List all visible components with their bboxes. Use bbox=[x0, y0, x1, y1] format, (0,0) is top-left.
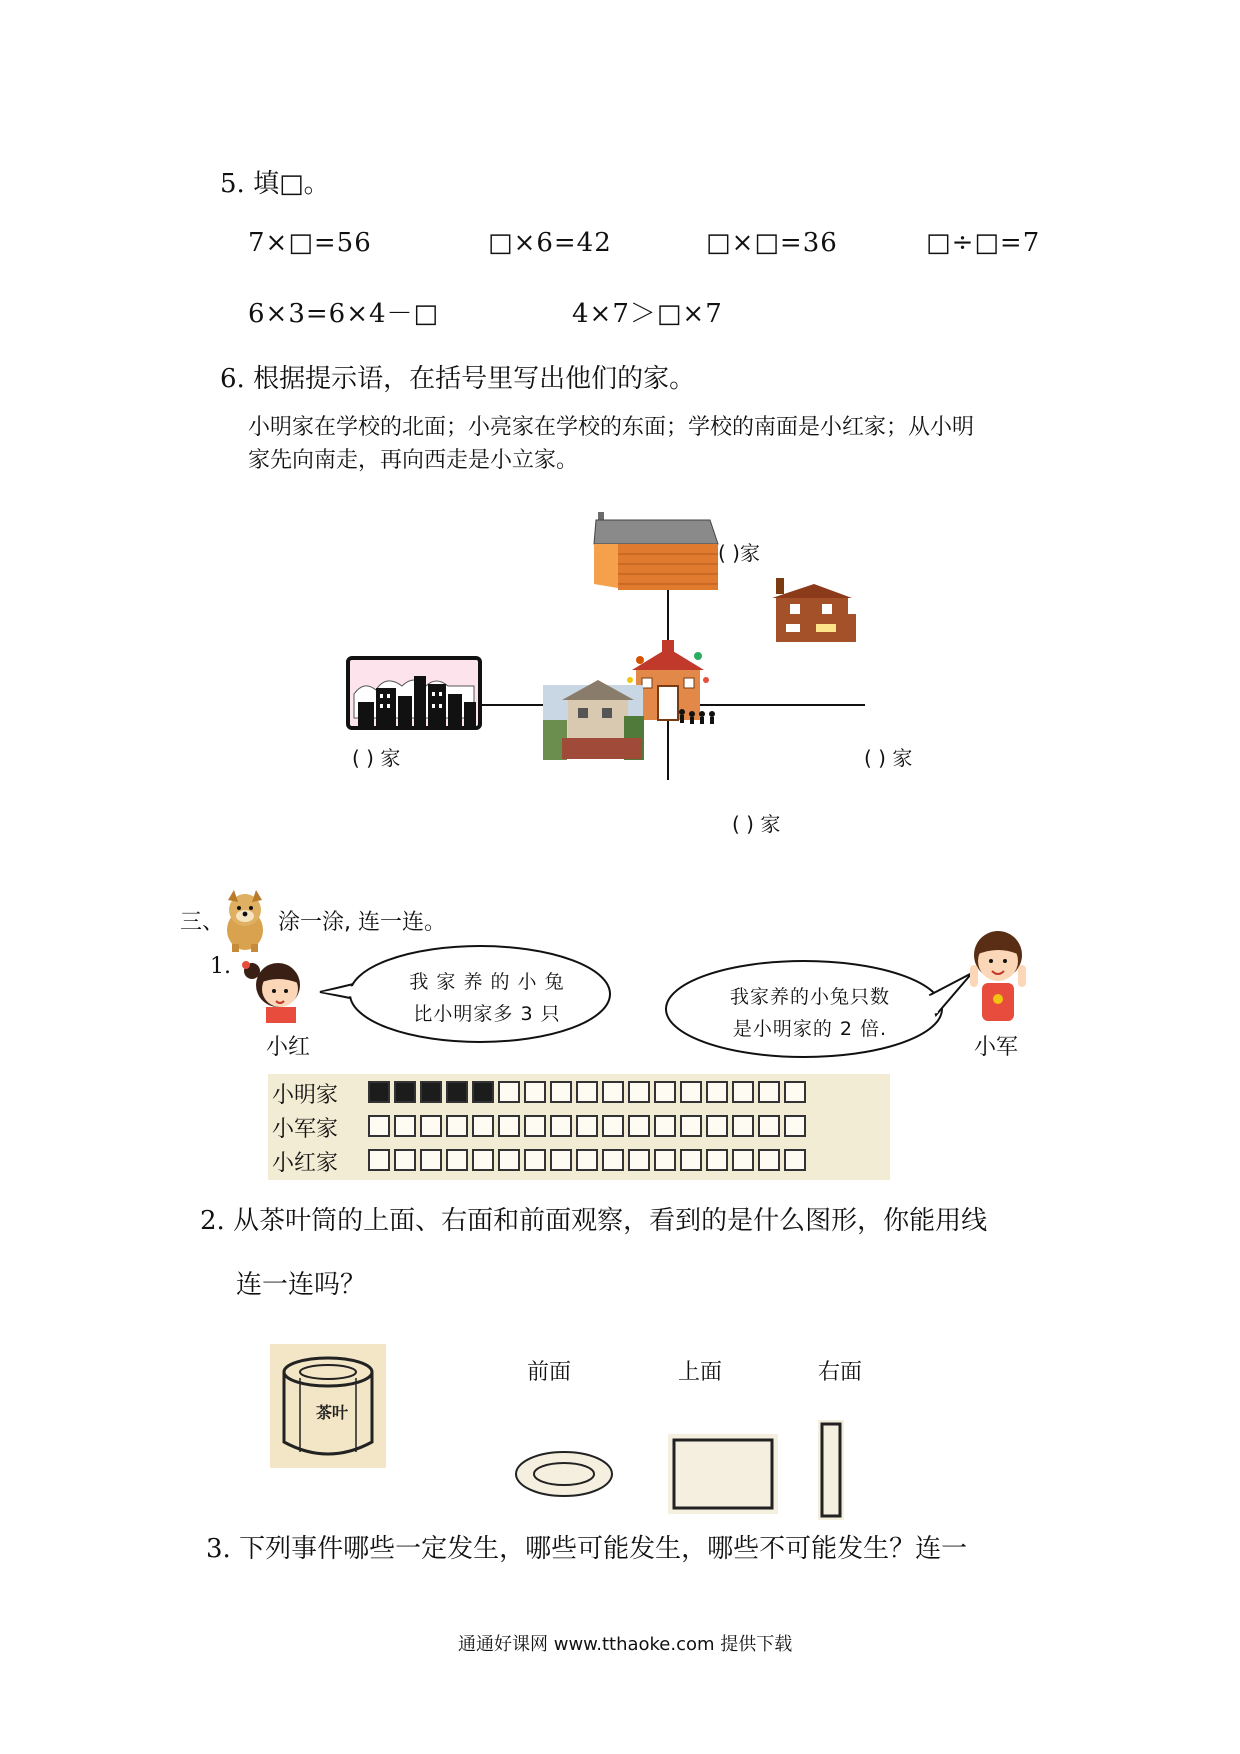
grid-cell[interactable] bbox=[420, 1115, 442, 1137]
q5-equation-2: □×6=42 bbox=[488, 228, 612, 258]
view-label-right: 右面 bbox=[818, 1360, 863, 1385]
q2-line2: 连一连吗？ bbox=[236, 1270, 367, 1300]
q5-equation-4: □÷□=7 bbox=[926, 228, 1041, 258]
grid-row-xiaohong bbox=[268, 1146, 890, 1176]
grid-cell[interactable] bbox=[394, 1115, 416, 1137]
grid-cell[interactable] bbox=[446, 1115, 468, 1137]
tea-can-text: 茶叶 bbox=[316, 1403, 349, 1422]
grid-cell[interactable] bbox=[654, 1149, 676, 1171]
grid-cell[interactable] bbox=[602, 1149, 624, 1171]
grid-cell[interactable] bbox=[758, 1149, 780, 1171]
grid-cell[interactable] bbox=[706, 1081, 728, 1103]
grid-cell[interactable] bbox=[576, 1149, 598, 1171]
q6-hint-line2: 家先向南走，再向西走是小立家。 bbox=[248, 448, 579, 473]
grid-cell[interactable] bbox=[472, 1115, 494, 1137]
grid-cell[interactable] bbox=[394, 1149, 416, 1171]
q5-equation-5: 6×3=6×4－□ bbox=[248, 299, 440, 329]
view-label-top: 上面 bbox=[678, 1360, 723, 1385]
view-label-front: 前面 bbox=[527, 1360, 572, 1385]
label-east: ( ) 家 bbox=[864, 746, 913, 770]
q3-line1: 3. 下列事件哪些一定发生，哪些可能发生，哪些不可能发生？连一 bbox=[206, 1534, 968, 1564]
grid-cell[interactable] bbox=[368, 1081, 390, 1103]
grid-cell[interactable] bbox=[498, 1081, 520, 1103]
rabbit-count-grid bbox=[268, 1074, 890, 1180]
grid-cell[interactable] bbox=[550, 1081, 572, 1103]
grid-cell[interactable] bbox=[784, 1081, 806, 1103]
boy-name: 小军 bbox=[974, 1035, 1019, 1060]
grid-cell[interactable] bbox=[732, 1081, 754, 1103]
grid-cell[interactable] bbox=[758, 1081, 780, 1103]
grid-cell[interactable] bbox=[628, 1081, 650, 1103]
grid-row-label: 小军家 bbox=[272, 1117, 339, 1142]
grid-cell[interactable] bbox=[784, 1149, 806, 1171]
grid-cell[interactable] bbox=[784, 1115, 806, 1137]
label-south: ( ) 家 bbox=[732, 812, 781, 836]
square-shape[interactable] bbox=[668, 1434, 778, 1514]
east-house-icon bbox=[772, 578, 856, 642]
grid-cell[interactable] bbox=[446, 1081, 468, 1103]
bubble-right-line2: 是小明家的 2 倍. bbox=[732, 1018, 888, 1040]
grid-cell[interactable] bbox=[472, 1149, 494, 1171]
grid-row-label: 小红家 bbox=[272, 1151, 339, 1176]
grid-cell[interactable] bbox=[654, 1081, 676, 1103]
grid-cell[interactable] bbox=[576, 1081, 598, 1103]
girl-name: 小红 bbox=[266, 1035, 311, 1060]
grid-cell[interactable] bbox=[680, 1115, 702, 1137]
narrow-rectangle-shape[interactable] bbox=[818, 1420, 844, 1520]
bubble-left-line1: 我 家 养 的 小 兔 bbox=[409, 971, 565, 993]
grid-cell[interactable] bbox=[368, 1149, 390, 1171]
grid-cell[interactable] bbox=[680, 1081, 702, 1103]
girl-xiaohong-icon bbox=[240, 955, 314, 1025]
grid-cell[interactable] bbox=[472, 1081, 494, 1103]
ring-shape[interactable] bbox=[516, 1452, 612, 1496]
grid-cell[interactable] bbox=[368, 1115, 390, 1137]
tea-can-image bbox=[270, 1344, 386, 1468]
label-west: ( ) 家 bbox=[352, 746, 401, 770]
bubble-right-line1: 我家养的小兔只数 bbox=[729, 986, 890, 1008]
grid-cell[interactable] bbox=[420, 1149, 442, 1171]
grid-cell[interactable] bbox=[524, 1149, 546, 1171]
boy-xiaojun-icon bbox=[962, 925, 1036, 1025]
q5-equation-6: 4×7＞□×7 bbox=[572, 299, 723, 329]
grid-cell[interactable] bbox=[498, 1115, 520, 1137]
q5-equation-1: 7×□=56 bbox=[248, 228, 372, 258]
grid-cell[interactable] bbox=[576, 1115, 598, 1137]
q2-line1: 2. 从茶叶筒的上面、右面和前面观察，看到的是什么图形，你能用线 bbox=[200, 1206, 988, 1236]
grid-cell[interactable] bbox=[602, 1115, 624, 1137]
q5-equation-3: □×□=36 bbox=[706, 228, 838, 258]
grid-cell[interactable] bbox=[680, 1149, 702, 1171]
grid-cell[interactable] bbox=[394, 1081, 416, 1103]
grid-row-label: 小明家 bbox=[272, 1083, 339, 1108]
grid-cell[interactable] bbox=[524, 1081, 546, 1103]
grid-cell[interactable] bbox=[498, 1149, 520, 1171]
grid-row-xiaoming bbox=[268, 1078, 890, 1108]
grid-row-xiaojun bbox=[268, 1112, 890, 1142]
west-city-icon bbox=[348, 658, 480, 728]
view-shapes bbox=[508, 1420, 868, 1520]
grid-cell[interactable] bbox=[550, 1149, 572, 1171]
grid-cell[interactable] bbox=[654, 1115, 676, 1137]
grid-cell[interactable] bbox=[732, 1149, 754, 1171]
grid-cell[interactable] bbox=[446, 1149, 468, 1171]
north-house-icon bbox=[594, 512, 718, 590]
q6-hint-line1: 小明家在学校的北面；小亮家在学校的东面；学校的南面是小红家；从小明 bbox=[248, 415, 975, 440]
q5-title: 5. 填□。 bbox=[220, 169, 330, 199]
grid-cell[interactable] bbox=[706, 1115, 728, 1137]
puppy-icon bbox=[218, 888, 272, 954]
south-house-photo bbox=[543, 680, 644, 760]
direction-map bbox=[340, 480, 980, 860]
bubble-left-line2: 比小明家多 3 只 bbox=[413, 1003, 561, 1025]
grid-cell[interactable] bbox=[732, 1115, 754, 1137]
grid-cell[interactable] bbox=[628, 1115, 650, 1137]
grid-cell[interactable] bbox=[420, 1081, 442, 1103]
section3-prefix: 三、 bbox=[180, 910, 225, 935]
grid-cell[interactable] bbox=[550, 1115, 572, 1137]
grid-cell[interactable] bbox=[758, 1115, 780, 1137]
grid-cell[interactable] bbox=[706, 1149, 728, 1171]
footer-text: 通通好课网 www.tthaoke.com 提供下载 bbox=[458, 1634, 793, 1655]
grid-cell[interactable] bbox=[524, 1115, 546, 1137]
grid-cell[interactable] bbox=[602, 1081, 624, 1103]
q6-title: 6. 根据提示语，在括号里写出他们的家。 bbox=[220, 364, 696, 394]
grid-cell[interactable] bbox=[628, 1149, 650, 1171]
label-north: ( )家 bbox=[718, 541, 760, 565]
q1-number: 1. bbox=[210, 954, 231, 979]
section3-title: 涂一涂, 连一连。 bbox=[278, 910, 446, 935]
